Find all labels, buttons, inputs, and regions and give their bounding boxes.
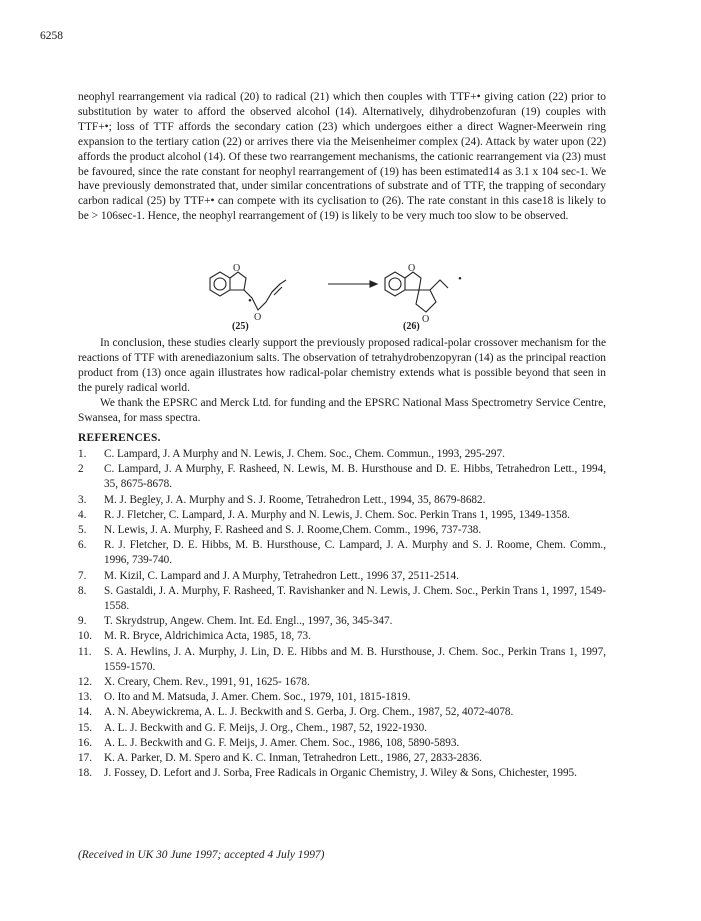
reference-number: 3. [78, 493, 87, 506]
reference-item [78, 614, 606, 629]
reference-number: 7. [78, 569, 87, 582]
oxygen-label: O [422, 314, 430, 325]
reference-number: 18. [78, 767, 92, 780]
reference-list [78, 447, 606, 781]
reference-text: R. J. Fletcher, D. E. Hibbs, M. B. Hursthouse, C. Lampard, J. A. Murphy and S. J. Roome, Chem. Comm., 1996, 739-740. [104, 539, 606, 567]
reference-number: 4. [78, 508, 87, 521]
reference-text: J. Fossey, D. Lefort and J. Sorba, Free Radicals in Organic Chemistry, J. Wiley & Sons, Chichester, 1995. [104, 767, 577, 780]
reference-text: O. Ito and M. Matsuda, J. Amer. Chem. Soc., 1979, 101, 1815-1819. [104, 691, 411, 704]
reference-text: R. J. Fletcher, C. Lampard, J. A. Murphy and N. Lewis, J. Chem. Soc. Perkin Trans 1, 1995, 1349-1358. [104, 508, 570, 521]
reference-item [78, 508, 606, 523]
oxygen-label: O [233, 263, 241, 274]
reference-number: 15. [78, 721, 92, 734]
compound-label-26: (26) [403, 321, 420, 332]
reference-item [78, 462, 606, 492]
reference-text: A. L. J. Beckwith and G. F. Meijs, J. Amer. Chem. Soc., 1986, 108, 5890-5893. [104, 736, 460, 749]
oxygen-label: O [408, 263, 416, 274]
paragraph-text: neophyl rearrangement via radical (20) to radical (21) which then couples with TTF+• giving cation (22) prior to substitution by water to afford the observed alcohol (14). Alternatively, dihydrobenzofuran (19) couples with TTF+•; loss of TTF affords the secondary cation (23) which undergoes either a direct Wagner-Meerwein ring expansion to the tertiary cation (22) or arrives there via the Meisenheimer complex (24). Attack by water upon (22) affords the product alcohol (14). Of these two rearrangement mechanisms, the cationic rearrangement via (23) must be favoured, since the rate constant for neophyl rearrangement of (19) has been estimated14 as 3.1 x 104 sec-1. We have previously demonstrated that, under similar concentrations of substrate and of TTF, the trapping of secondary carbon radical (25) by TTF+• can compete with its cyclisation to (26). The rate constant in this case18 is likely to be > 106sec-1. Hence, the neophyl rearrangement of (19) is likely to be very much too slow to be observed. [78, 91, 606, 223]
reference-item [78, 705, 606, 720]
received-date: (Received in UK 30 June 1997; accepted 4 July 1997) [78, 849, 325, 861]
reference-number: 12. [78, 676, 92, 689]
reference-number: 2 [78, 463, 84, 476]
radical-dot: • [458, 273, 462, 285]
reference-item [78, 493, 606, 508]
reference-number: 17. [78, 752, 92, 765]
reference-item [78, 721, 606, 736]
reference-text: M. R. Bryce, Aldrichimica Acta, 1985, 18, 73. [104, 630, 311, 643]
body-paragraph [78, 90, 606, 224]
reference-number: 8. [78, 584, 87, 597]
reference-number: 1. [78, 448, 87, 460]
reference-number: 13. [78, 691, 92, 704]
oxygen-label: O [254, 312, 262, 323]
radical-dot: • [248, 295, 252, 307]
reference-text: M. Kizil, C. Lampard and J. A Murphy, Tetrahedron Lett., 1996 37, 2511-2514. [104, 569, 459, 582]
reference-text: A. N. Abeywickrema, A. L. J. Beckwith and S. Gerba, J. Org. Chem., 1987, 52, 4072-4078. [104, 706, 514, 719]
reference-item [78, 629, 606, 644]
radical-26-structure [385, 272, 448, 312]
references-heading: REFERENCES. [78, 432, 161, 444]
reference-number: 14. [78, 706, 92, 719]
reference-item [78, 736, 606, 751]
conclusion-paragraph: In conclusion, these studies clearly support the previously proposed radical-polar crossover mechanism for the reactions of TTF with arenediazonium salts. The observation of tetrahydrobenzopyran (14) as the principal reaction product from (13) once again illustrates how radical-polar chemistry extends what is possible beyond that seen in the purely radical world. [78, 337, 606, 394]
reference-number: 16. [78, 736, 92, 749]
page-number: 6258 [40, 30, 63, 42]
reference-item [78, 766, 606, 781]
reference-item [78, 569, 606, 584]
reference-text: C. Lampard, J. A Murphy and N. Lewis, J. Chem. Soc., Chem. Commun., 1993, 295-297. [104, 448, 505, 460]
reference-text: S. Gastaldi, J. A. Murphy, F. Rasheed, T. Ravishanker and N. Lewis, J. Chem. Soc., Perkin Trans 1, 1997, 1549-1558. [104, 584, 606, 613]
reference-item [78, 690, 606, 705]
reference-item [78, 447, 606, 462]
reference-item [78, 523, 606, 538]
reference-number: 10. [78, 630, 92, 643]
acknowledgement-paragraph: We thank the EPSRC and Merck Ltd. for funding and the EPSRC National Mass Spectrometry Service Centre, Swansea, for mass spectra. [78, 396, 606, 424]
reference-text: X. Creary, Chem. Rev., 1991, 91, 1625- 1678. [104, 676, 310, 689]
reference-number: 11. [78, 645, 92, 658]
reference-text: T. Skrydstrup, Angew. Chem. Int. Ed. Engl.., 1997, 36, 345-347. [104, 615, 393, 628]
reference-text: S. A. Hewlins, J. A. Murphy, J. Lin, D. E. Hibbs and M. B. Hursthouse, J. Chem. Soc., Perkin Trans 1, 1997, 1559-1570. [104, 645, 606, 673]
reference-text: A. L. J. Beckwith and G. F. Meijs, J. Org., Chem., 1987, 52, 1922-1930. [104, 721, 428, 734]
reference-item [78, 645, 606, 675]
reference-text: M. J. Begley, J. A. Murphy and S. J. Roome, Tetrahedron Lett., 1994, 35, 8679-8682. [104, 493, 486, 506]
reference-text: N. Lewis, J. A. Murphy, F. Rasheed and S. J. Roome,Chem. Comm., 1996, 737-738. [104, 524, 482, 537]
reference-item [78, 751, 606, 766]
reference-text: C. Lampard, J. A Murphy, F. Rasheed, N. Lewis, M. B. Hursthouse and D. E. Hibbs, Tetrahedron Lett., 1994, 35, 8675-8678. [104, 463, 606, 491]
reference-number: 5. [78, 524, 87, 537]
reference-item [78, 675, 606, 690]
reference-item [78, 538, 606, 568]
reference-number: 6. [78, 539, 87, 552]
reaction-arrow [328, 281, 377, 287]
reference-text: K. A. Parker, D. M. Spero and K. C. Inman, Tetrahedron Lett., 1986, 27, 2833-2836. [104, 752, 482, 765]
compound-label-25: (25) [232, 321, 249, 332]
reference-number: 9. [78, 615, 87, 628]
conclusion-section [78, 336, 606, 425]
reference-item [78, 584, 606, 614]
